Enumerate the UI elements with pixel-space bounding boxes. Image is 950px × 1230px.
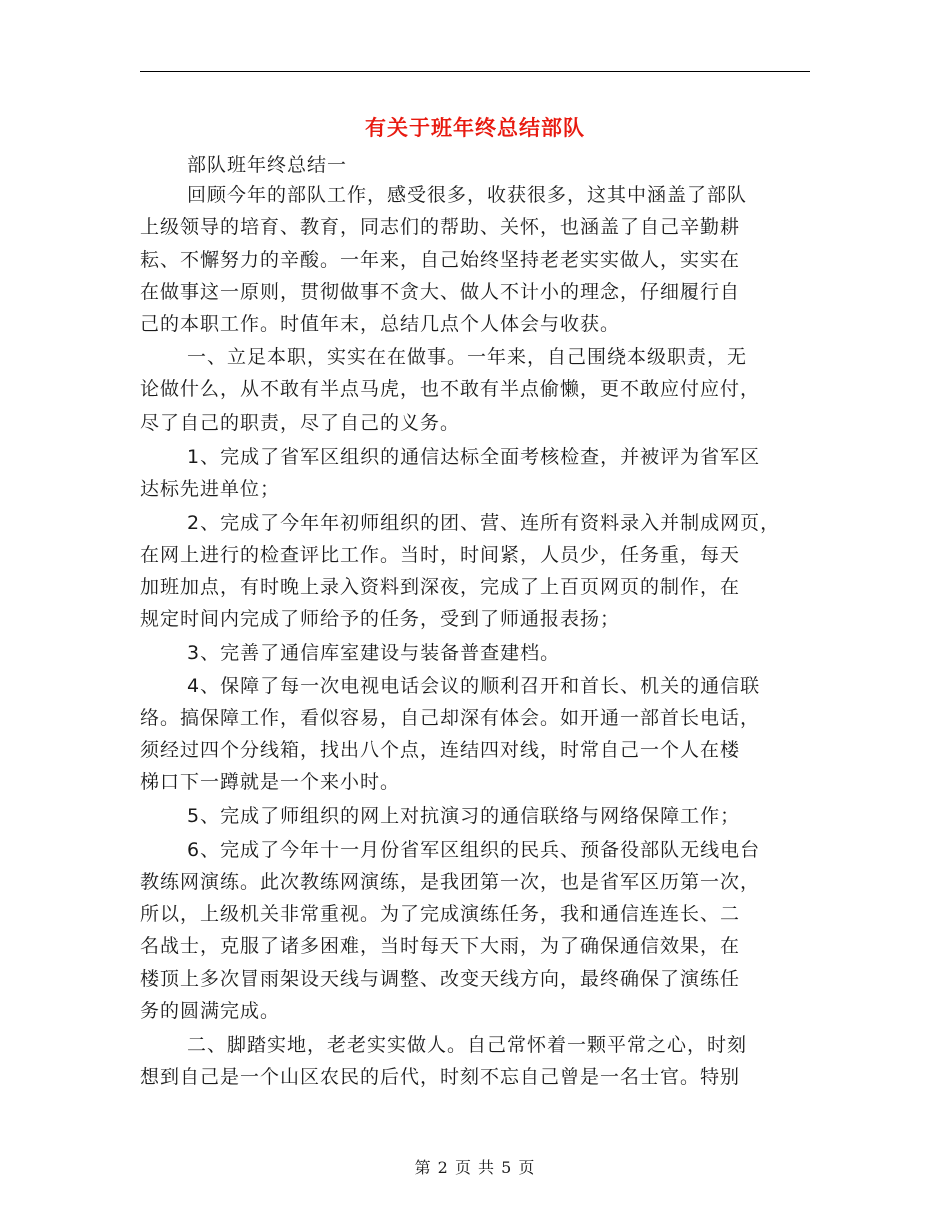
text-line: 4、保障了每一次电视电话会议的顺利召开和首长、机关的通信联 [187,675,761,697]
text-line: 名战士，克服了诸多困难，当时每天下大雨，为了确保通信效果，在 [140,935,741,957]
text-line: 5、完成了师组织的网上对抗演习的通信联络与网络保障工作； [187,805,741,827]
header-rule [140,71,810,72]
text-line: 想到自己是一个山区农民的后代，时刻不忘自己曾是一名士官。特别 [140,1066,741,1088]
text-line: 楼顶上多次冒雨架设天线与调整、改变天线方向，最终确保了演练任 [140,968,741,990]
text-line: 达标先进单位； [140,478,281,500]
text-line: 在做事这一原则，贯彻做事不贪大、做人不计小的理念，仔细履行自 [140,281,741,303]
text-line: 在网上进行的检查评比工作。当时，时间紧，人员少，任务重，每天 [140,544,741,566]
text-line: 6、完成了今年十一月份省军区组织的民兵、预备役部队无线电台 [187,839,761,861]
text-line: 3、完善了通信库室建设与装备普查建档。 [187,642,561,664]
document-title: 有关于班年终总结部队 [365,116,585,140]
text-line: 耘、不懈努力的辛酸。一年来，自己始终坚持老老实实做人，实实在 [140,249,741,271]
text-line: 须经过四个分线箱，找出八个点，连结四对线，时常自己一个人在楼 [140,739,741,761]
text-line: 教练网演练。此次教练网演练，是我团第一次，也是省军区历第一次， [140,871,761,893]
text-line: 尽了自己的职责，尽了自己的义务。 [140,412,461,434]
text-line: 二、脚踏实地，老老实实做人。自己常怀着一颗平常之心，时刻 [187,1034,748,1056]
text-line: 规定时间内完成了师给予的任务，受到了师通报表扬； [140,608,621,630]
text-line: 梯口下一蹲就是一个来小时。 [140,771,401,793]
text-line: 务的圆满完成。 [140,1000,281,1022]
text-line: 2、完成了今年年初师组织的团、营、连所有资料录入并制成网页， [187,512,781,534]
text-line: 所以，上级机关非常重视。为了完成演练任务，我和通信连连长、二 [140,903,741,925]
page-number: 第 2 页 共 5 页 [414,1158,536,1177]
text-line: 论做什么，从不敢有半点马虎，也不敢有半点偷懒，更不敢应付应付， [140,378,761,400]
text-line: 回顾今年的部队工作，感受很多，收获很多，这其中涵盖了部队 [187,184,748,206]
text-line: 加班加点，有时晚上录入资料到深夜，完成了上百页网页的制作，在 [140,576,741,598]
text-line: 己的本职工作。时值年末，总结几点个人体会与收获。 [140,313,621,335]
text-line: 部队班年终总结一 [187,154,348,176]
text-line: 1、完成了省军区组织的通信达标全面考核检查，并被评为省军区 [187,446,761,468]
text-line: 络。搞保障工作，看似容易，自己却深有体会。如开通一部首长电话， [140,707,761,729]
text-line: 上级领导的培育、教育，同志们的帮助、关怀，也涵盖了自己辛勤耕 [140,216,741,238]
text-line: 一、立足本职，实实在在做事。一年来，自己围绕本级职责，无 [187,346,748,368]
